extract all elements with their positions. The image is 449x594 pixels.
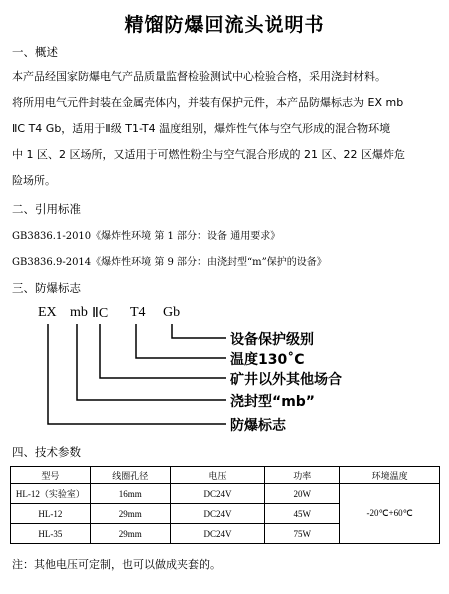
- marking-code-gas-group: ⅡC: [92, 306, 109, 321]
- cell-power: 45W: [265, 504, 340, 524]
- marking-label-group: 矿井以外其他场合: [230, 372, 342, 388]
- section-heading-standards: 二、引用标准: [12, 202, 81, 216]
- cell-voltage: DC24V: [170, 524, 265, 544]
- document-title: 精馏防爆回流头说明书: [124, 14, 325, 36]
- cell-voltage: DC24V: [170, 504, 265, 524]
- standard-item: GB3836.9-2014《爆炸性环境 第 9 部分：由浇封型“m”保护的设备》: [12, 257, 327, 268]
- table-header-row: [11, 467, 440, 484]
- cell-ambient-temp: -20℃+60℃: [340, 484, 440, 544]
- marking-label-ex-mark: 防爆标志: [230, 418, 286, 434]
- section-heading-specs: 四、技术参数: [12, 445, 81, 459]
- overview-line: 中 1 区、2 区场所，又适用于可燃性粉尘与空气混合形成的 21 区、22 区爆炸危: [12, 148, 405, 161]
- marking-label-epl: 设备保护级别: [230, 332, 314, 348]
- table-row: [11, 484, 440, 504]
- col-header-model: 型号: [11, 467, 91, 484]
- marking-code-mb: mb: [70, 305, 88, 320]
- overview-line: 将所用电气元件封装在金属壳体内，并装有保护元件，本产品防爆标志为 EX mb: [12, 96, 404, 109]
- marking-label-temperature: 温度130˚C: [230, 352, 305, 368]
- col-header-ambient-temp: 环境温度: [340, 467, 440, 484]
- marking-code-temp-class: T4: [130, 305, 146, 320]
- footnote: 注：其他电压可定制，也可以做成夹套的。: [12, 558, 221, 571]
- cell-coil-bore: 29mm: [90, 524, 170, 544]
- cell-coil-bore: 16mm: [90, 484, 170, 504]
- spec-table: [10, 466, 440, 544]
- cell-voltage: DC24V: [170, 484, 265, 504]
- cell-model: HL-12: [11, 504, 91, 524]
- col-header-voltage: 电压: [170, 467, 265, 484]
- overview-line: 险场所。: [12, 174, 56, 187]
- overview-line: 本产品经国家防爆电气产品质量监督检验测试中心检验合格，采用浇封材料。: [12, 70, 386, 83]
- marking-label-protection-type: 浇封型“mb”: [230, 394, 316, 410]
- cell-model: HL-12（实验室）: [11, 484, 91, 504]
- marking-code-epl: Gb: [163, 305, 181, 320]
- cell-power: 75W: [265, 524, 340, 544]
- cell-model: HL-35: [11, 524, 91, 544]
- col-header-power: 功率: [265, 467, 340, 484]
- overview-line: ⅡC T4 Gb，适用于Ⅱ级 T1-T4 温度组别，爆炸性气体与空气形成的混合物环境: [12, 122, 391, 135]
- marking-code-ex: EX: [38, 305, 57, 320]
- section-heading-marking: 三、防爆标志: [12, 281, 81, 295]
- section-heading-overview: 一、概述: [12, 45, 58, 59]
- cell-power: 20W: [265, 484, 340, 504]
- standard-item: GB3836.1-2010《爆炸性环境 第 1 部分：设备 通用要求》: [12, 231, 281, 242]
- col-header-coil-bore: 线圈孔径: [90, 467, 170, 484]
- cell-coil-bore: 29mm: [90, 504, 170, 524]
